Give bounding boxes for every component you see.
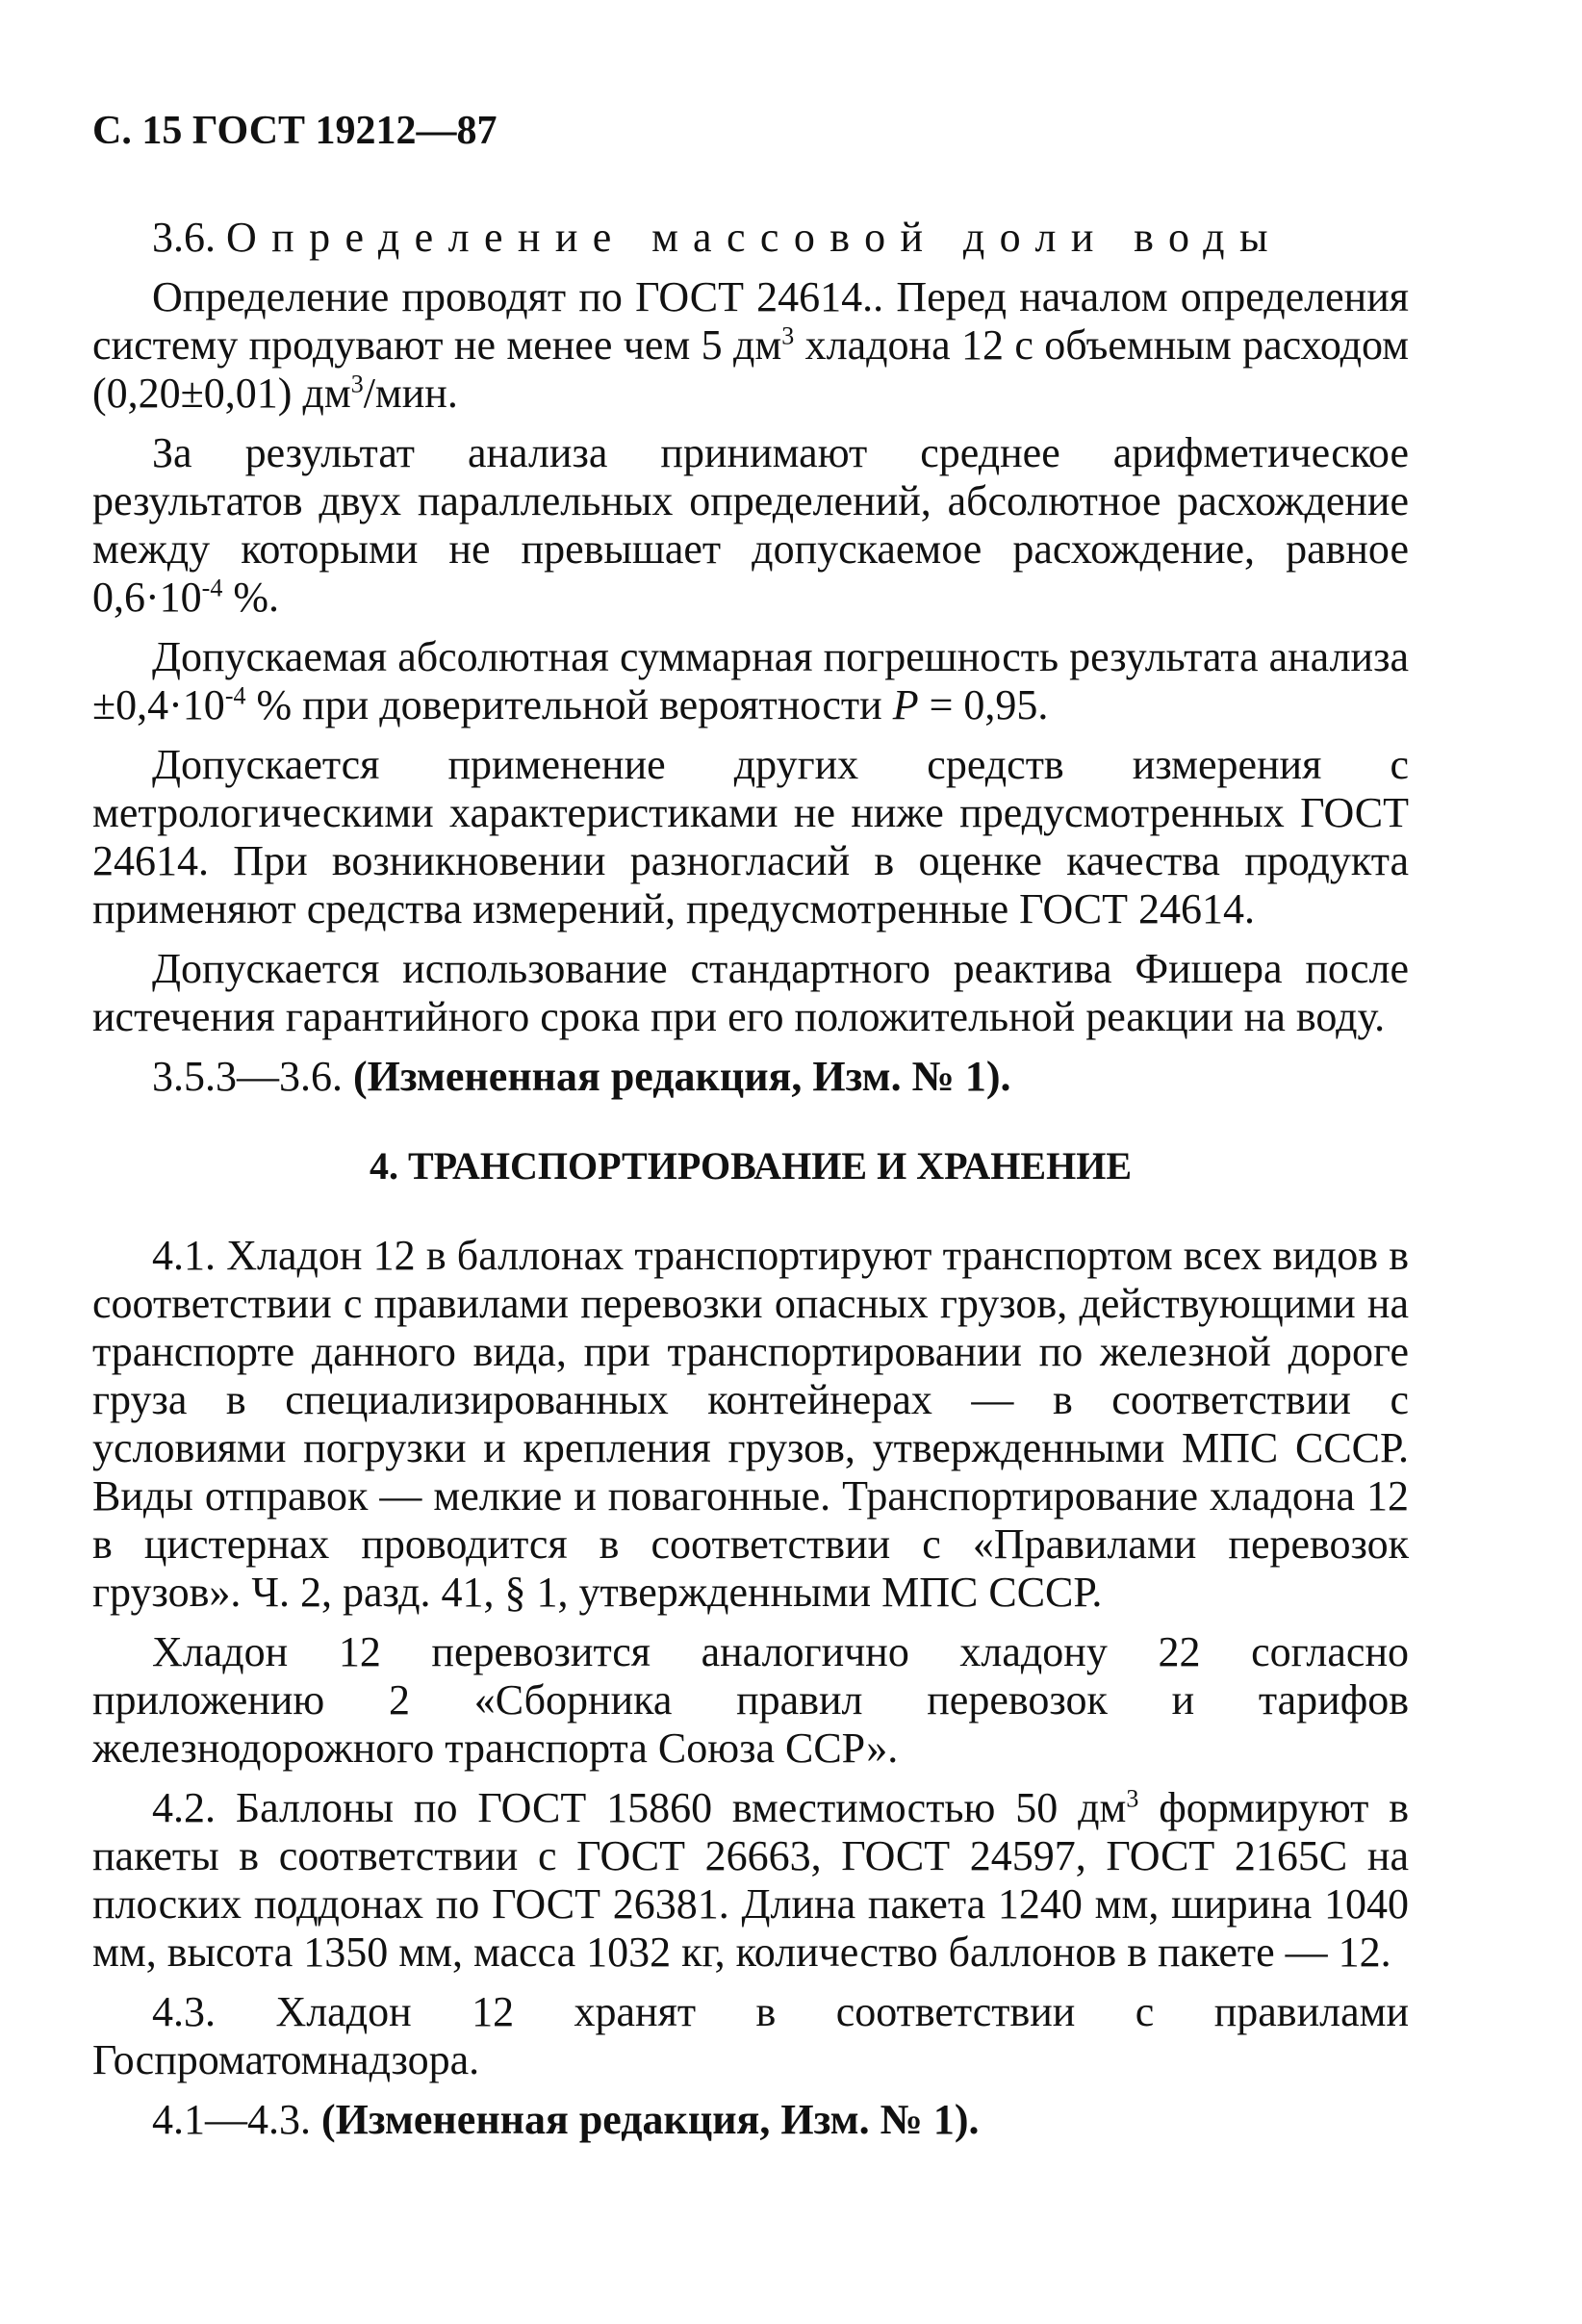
section-3-6-heading bbox=[92, 214, 1409, 262]
chapter-4-title: 4. ТРАНСПОРТИРОВАНИЕ И ХРАНЕНИЕ bbox=[370, 1144, 1132, 1188]
text-run: формируют в пакеты в соответствии с ГОСТ 26663, ГОСТ 24597, ГОСТ 2165С на плоских поддонах по ГОСТ 26381. Длина пакета 1240 мм, ширина 1040 мм, высота 1350 мм, масса 1032 кг, количество баллонов в пакете — 12. bbox=[92, 1784, 1409, 1976]
text-run: /мин. bbox=[363, 370, 458, 417]
paragraph-3-6-result bbox=[92, 429, 1409, 622]
paragraph-4-2 bbox=[92, 1784, 1409, 1977]
amendment-text: (Измененная редакция, Изм. № 1). bbox=[353, 1053, 1011, 1100]
section-title: Определение массовой доли воды bbox=[226, 214, 1283, 261]
paragraph-4-3: 4.3. Хладон 12 хранят в соответствии с правилами Госпроматомнадзора. bbox=[92, 1988, 1409, 2083]
superscript: -4 bbox=[201, 574, 223, 602]
amendment-note-3 bbox=[92, 1053, 1409, 1101]
amendment-ref: 4.1—4.3. bbox=[152, 2096, 321, 2143]
superscript: 3 bbox=[350, 370, 364, 398]
amendment-text: (Измененная редакция, Изм. № 1). bbox=[321, 2096, 980, 2143]
paragraph-3-6-method bbox=[92, 273, 1409, 418]
superscript: 3 bbox=[781, 321, 795, 350]
text-run: Допускаемая абсолютная суммарная погрешность результата анализа ±0,4·10 bbox=[92, 633, 1409, 728]
paragraph-3-6-fischer: Допускается использование стандартного реактива Фишера после истечения гарантийного срока при его положительной реакции на воду. bbox=[92, 945, 1409, 1040]
paragraph-3-6-error bbox=[92, 633, 1409, 729]
text-run: Определение проводят по ГОСТ 24614.. Перед началом определения систему продувают не менее чем 5 дм bbox=[92, 273, 1409, 369]
text-run: 4.2. Баллоны по ГОСТ 15860 вместимостью 50 дм bbox=[152, 1784, 1127, 1831]
text-run: %. bbox=[222, 574, 279, 621]
paragraph-4-1-railway: Хладон 12 перевозится аналогично хладону 22 согласно приложению 2 «Сборника правил перевозок и тарифов железнодорожного транспорта Союза ССР». bbox=[92, 1628, 1409, 1772]
text-run: За результат анализа принимают среднее арифметическое результатов двух параллельных определений, абсолютное расхождение между которыми не превышает допускаемое расхождение, равное 0,6·10 bbox=[92, 429, 1409, 621]
superscript: -4 bbox=[224, 681, 246, 710]
text-run: % при доверительной вероятности bbox=[245, 681, 893, 728]
amendment-ref: 3.5.3—3.6. bbox=[152, 1053, 353, 1100]
page-header: С. 15 ГОСТ 19212—87 bbox=[92, 109, 498, 153]
paragraph-4-1: 4.1. Хладон 12 в баллонах транспортируют транспортом всех видов в соответствии с правилами перевозки опасных грузов, действующими на транспорте данного вида, при транспортировании по железной дороге груза в специализированных контейнерах — в соответствии с условиями погрузки и крепления грузов, утвержденными МПС СССР. Виды отправок — мелкие и повагонные. Транспортирование хладона 12 в цистернах проводится в соответствии с «Правилами перевозок грузов». Ч. 2, разд. 41, § 1, утвержденными МПС СССР. bbox=[92, 1232, 1409, 1616]
superscript: 3 bbox=[1126, 1784, 1139, 1813]
text-run: = 0,95. bbox=[918, 681, 1049, 728]
amendment-note-4 bbox=[92, 2096, 1409, 2144]
text-run: хладона 12 с объемным расходом (0,20±0,01) дм bbox=[92, 321, 1410, 417]
paragraph-3-6-other-means: Допускается применение других средств измерения с метрологическими характеристиками не ниже предусмотренных ГОСТ 24614. При возникновении разногласий в оценке качества продукта применяют средства измерений, предусмотренные ГОСТ 24614. bbox=[92, 741, 1409, 932]
variable-p: P bbox=[892, 681, 919, 728]
section-number: 3.6. bbox=[152, 214, 216, 261]
